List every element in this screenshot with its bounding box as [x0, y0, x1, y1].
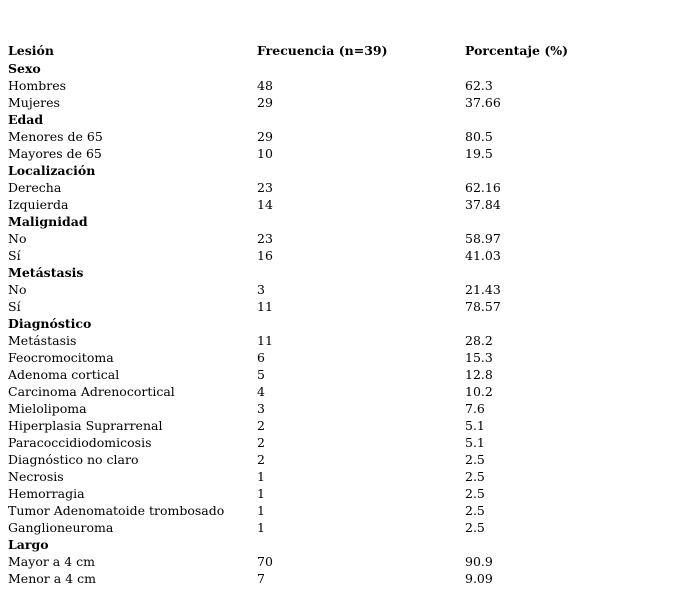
empty-cell	[465, 162, 648, 179]
row-frequency: 23	[257, 231, 273, 246]
header-lesion: Lesión	[8, 43, 54, 58]
row-frequency: 29	[257, 95, 273, 110]
row-frequency: 23	[257, 180, 273, 195]
row-frequency: 1	[257, 503, 265, 518]
table-row	[8, 128, 648, 145]
row-frequency: 11	[257, 333, 273, 348]
row-frequency: 11	[257, 299, 273, 314]
row-label: No	[8, 282, 27, 297]
row-percentage: 80.5	[465, 129, 493, 144]
empty-cell	[465, 111, 648, 128]
table-row	[8, 468, 648, 485]
row-percentage: 41.03	[465, 248, 501, 263]
row-frequency: 10	[257, 146, 273, 161]
row-label: Mujeres	[8, 95, 60, 110]
row-percentage: 62.16	[465, 180, 501, 195]
table-row	[8, 94, 648, 111]
row-percentage: 37.66	[465, 95, 501, 110]
table-row	[8, 485, 648, 502]
table-row	[8, 383, 648, 400]
header-frequency: Frecuencia (n=39)	[257, 43, 388, 58]
row-frequency: 3	[257, 282, 265, 297]
table-row	[8, 281, 648, 298]
table-row	[8, 247, 648, 264]
row-label: No	[8, 231, 27, 246]
row-percentage: 62.3	[465, 78, 493, 93]
row-label: Diagnóstico no claro	[8, 452, 139, 467]
section-title: Diagnóstico	[8, 316, 92, 331]
table-row	[8, 230, 648, 247]
row-percentage: 10.2	[465, 384, 493, 399]
section-row	[8, 162, 648, 179]
row-label: Menores de 65	[8, 129, 103, 144]
table-row	[8, 570, 648, 587]
table-row	[8, 400, 648, 417]
row-frequency: 29	[257, 129, 273, 144]
section-row	[8, 213, 648, 230]
row-percentage: 12.8	[465, 367, 493, 382]
lesion-frequency-table	[8, 42, 648, 587]
row-label: Metástasis	[8, 333, 77, 348]
row-frequency: 1	[257, 486, 265, 501]
empty-cell	[257, 315, 465, 332]
table-body	[8, 42, 648, 587]
row-frequency: 5	[257, 367, 265, 382]
row-label: Adenoma cortical	[8, 367, 120, 382]
section-title: Malignidad	[8, 214, 88, 229]
row-frequency: 70	[257, 554, 273, 569]
row-label: Mayor a 4 cm	[8, 554, 95, 569]
row-label: Ganglioneuroma	[8, 520, 114, 535]
empty-cell	[257, 213, 465, 230]
row-frequency: 14	[257, 197, 273, 212]
row-frequency: 7	[257, 571, 265, 586]
row-percentage: 58.97	[465, 231, 501, 246]
table-row	[8, 349, 648, 366]
row-frequency: 4	[257, 384, 265, 399]
table-row	[8, 179, 648, 196]
empty-cell	[257, 111, 465, 128]
row-percentage: 2.5	[465, 520, 485, 535]
table-row	[8, 434, 648, 451]
row-percentage: 5.1	[465, 418, 485, 433]
row-frequency: 3	[257, 401, 265, 416]
section-title: Sexo	[8, 61, 41, 76]
row-label: Hiperplasia Suprarrenal	[8, 418, 163, 433]
empty-cell	[465, 264, 648, 281]
header-row	[8, 42, 648, 60]
section-row	[8, 111, 648, 128]
row-label: Paracoccidiodomicosis	[8, 435, 152, 450]
section-title: Localización	[8, 163, 96, 178]
row-label: Carcinoma Adrenocortical	[8, 384, 175, 399]
row-percentage: 9.09	[465, 571, 493, 586]
row-label: Sí	[8, 299, 21, 314]
row-percentage: 28.2	[465, 333, 493, 348]
row-frequency: 2	[257, 435, 265, 450]
empty-cell	[257, 60, 465, 77]
row-percentage: 37.84	[465, 197, 501, 212]
row-percentage: 15.3	[465, 350, 493, 365]
section-row	[8, 315, 648, 332]
header-percentage: Porcentaje (%)	[465, 43, 569, 58]
row-percentage: 2.5	[465, 452, 485, 467]
row-frequency: 1	[257, 469, 265, 484]
section-row	[8, 264, 648, 281]
row-frequency: 16	[257, 248, 273, 263]
table-row	[8, 417, 648, 434]
table-row	[8, 145, 648, 162]
section-title: Largo	[8, 537, 49, 552]
table-row	[8, 519, 648, 536]
row-frequency: 6	[257, 350, 265, 365]
row-label: Sí	[8, 248, 21, 263]
row-label: Tumor Adenomatoide trombosado	[8, 503, 225, 518]
table-row	[8, 553, 648, 570]
empty-cell	[257, 162, 465, 179]
row-frequency: 2	[257, 452, 265, 467]
empty-cell	[257, 536, 465, 553]
row-label: Necrosis	[8, 469, 64, 484]
row-label: Feocromocitoma	[8, 350, 114, 365]
table-row	[8, 502, 648, 519]
empty-cell	[465, 60, 648, 77]
row-label: Mielolipoma	[8, 401, 87, 416]
section-title: Metástasis	[8, 265, 84, 280]
row-percentage: 21.43	[465, 282, 501, 297]
empty-cell	[465, 315, 648, 332]
row-label: Menor a 4 cm	[8, 571, 96, 586]
row-label: Hombres	[8, 78, 67, 93]
table-row	[8, 298, 648, 315]
table-row	[8, 332, 648, 349]
row-label: Hemorragia	[8, 486, 85, 501]
table-row	[8, 451, 648, 468]
row-percentage: 78.57	[465, 299, 501, 314]
empty-cell	[257, 264, 465, 281]
row-label: Mayores de 65	[8, 146, 102, 161]
row-percentage: 2.5	[465, 469, 485, 484]
row-percentage: 2.5	[465, 486, 485, 501]
row-label: Izquierda	[8, 197, 69, 212]
row-label: Derecha	[8, 180, 62, 195]
row-percentage: 2.5	[465, 503, 485, 518]
section-row	[8, 536, 648, 553]
table-row	[8, 196, 648, 213]
table-row	[8, 366, 648, 383]
empty-cell	[465, 536, 648, 553]
empty-cell	[465, 213, 648, 230]
section-title: Edad	[8, 112, 44, 127]
section-row	[8, 60, 648, 77]
row-percentage: 5.1	[465, 435, 485, 450]
row-frequency: 48	[257, 78, 273, 93]
table-row	[8, 77, 648, 94]
row-percentage: 90.9	[465, 554, 493, 569]
row-percentage: 19.5	[465, 146, 493, 161]
row-frequency: 1	[257, 520, 265, 535]
row-frequency: 2	[257, 418, 265, 433]
row-percentage: 7.6	[465, 401, 485, 416]
